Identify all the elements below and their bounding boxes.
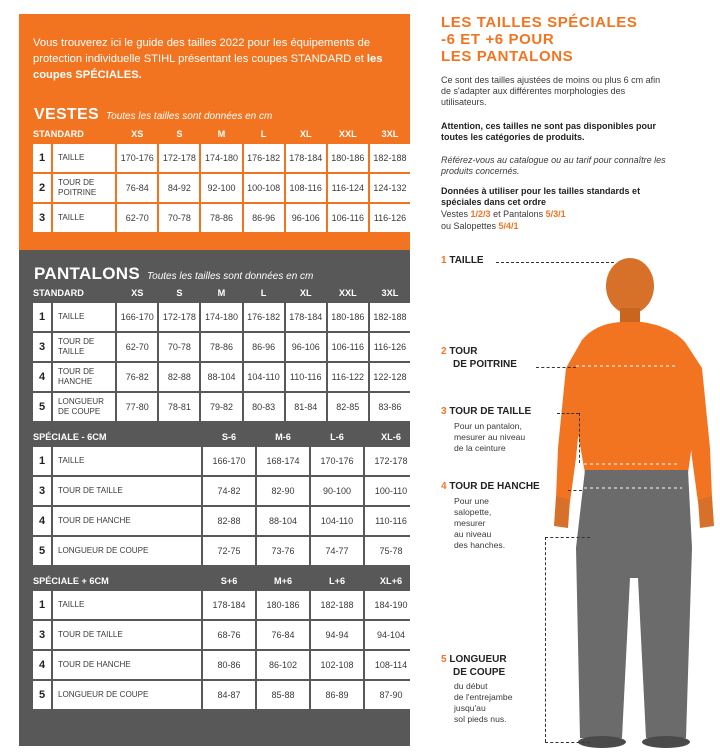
size-header: M bbox=[217, 129, 226, 139]
size-header: S-6 bbox=[221, 432, 237, 442]
size-value-cell: 96-106 bbox=[286, 333, 326, 361]
callout-3-vline bbox=[579, 413, 580, 463]
size-value-cell: 79-82 bbox=[201, 393, 241, 421]
row-label: TOUR DE POITRINE bbox=[53, 174, 115, 202]
size-value-cell: 104-110 bbox=[244, 363, 284, 391]
table-row bbox=[33, 393, 410, 421]
size-value-cell: 68-76 bbox=[203, 621, 255, 649]
callout-5-vline bbox=[545, 537, 546, 742]
size-value-cell: 88-104 bbox=[201, 363, 241, 391]
callout-5-bottom-line bbox=[545, 742, 590, 743]
size-value-cell: 166-170 bbox=[117, 303, 157, 331]
size-value-cell: 62-70 bbox=[117, 204, 157, 232]
size-value-cell: 172-178 bbox=[159, 144, 199, 172]
right-paragraph-3: Référez-vous au catalogue ou au tarif pour connaître les produits concernés. bbox=[441, 155, 666, 176]
size-value-cell: 96-106 bbox=[286, 204, 326, 232]
row-number: 3 bbox=[33, 204, 51, 232]
speciale-plus-table bbox=[31, 571, 419, 711]
callout-3-num: 3 bbox=[441, 406, 447, 417]
size-header: S bbox=[176, 129, 183, 139]
size-value-cell: 78-86 bbox=[201, 204, 241, 232]
right-title-line3: LES PANTALONS bbox=[441, 48, 574, 65]
size-value-cell: 72-75 bbox=[203, 537, 255, 565]
vestes-table bbox=[31, 124, 412, 234]
callout-3 bbox=[441, 405, 531, 418]
right-paragraph-4: Données à utiliser pour les tailles standards et spéciales dans cet ordre bbox=[441, 186, 641, 207]
size-header: 3XL bbox=[381, 288, 399, 298]
man-figure-illustration bbox=[520, 248, 720, 753]
size-value-cell: 182-188 bbox=[370, 144, 410, 172]
size-value-cell: 70-78 bbox=[159, 333, 199, 361]
row-number: 5 bbox=[33, 393, 51, 421]
size-value-cell: 116-126 bbox=[370, 204, 410, 232]
size-value-cell: 178-184 bbox=[203, 591, 255, 619]
size-header: L bbox=[260, 288, 267, 298]
table-row bbox=[33, 363, 410, 391]
row-number: 4 bbox=[33, 651, 51, 679]
right-paragraph-1: Ce sont des tailles ajustées de moins ou plus 6 cm afin de s'adapter aux différentes morphologies des utilisateurs. bbox=[441, 75, 661, 107]
size-value-cell: 81-84 bbox=[286, 393, 326, 421]
callout-5-desc-1: du début bbox=[454, 681, 488, 691]
row-number: 1 bbox=[33, 144, 51, 172]
right-title-line2: -6 ET +6 POUR bbox=[441, 31, 555, 48]
size-value-cell: 108-114 bbox=[365, 651, 417, 679]
callout-4-desc-5: des hanches. bbox=[454, 540, 506, 550]
table-row bbox=[33, 144, 410, 172]
order-vestes-label: Vestes bbox=[441, 209, 471, 219]
size-value-cell: 78-86 bbox=[201, 333, 241, 361]
row-number: 1 bbox=[33, 303, 51, 331]
row-label: TOUR DE HANCHE bbox=[53, 507, 201, 535]
size-header: XL bbox=[299, 129, 312, 139]
size-value-cell: 76-84 bbox=[257, 621, 309, 649]
size-value-cell: 92-100 bbox=[201, 174, 241, 202]
size-value-cell: 76-82 bbox=[117, 363, 157, 391]
size-value-cell: 82-88 bbox=[159, 363, 199, 391]
callout-4-desc bbox=[454, 496, 505, 551]
pantalons-heading: PANTALONS bbox=[34, 264, 140, 283]
size-value-cell: 166-170 bbox=[203, 447, 255, 475]
size-value-cell: 176-182 bbox=[244, 303, 284, 331]
callout-5-top-line bbox=[545, 537, 590, 538]
row-number: 4 bbox=[33, 507, 51, 535]
row-label: LONGUEUR DE COUPE bbox=[53, 393, 115, 421]
size-value-cell: 180-186 bbox=[328, 303, 368, 331]
callout-5-desc-3: jusqu'au bbox=[454, 703, 486, 713]
size-value-cell: 108-116 bbox=[286, 174, 326, 202]
row-number: 1 bbox=[33, 591, 51, 619]
order-pantalons-label: et Pantalons bbox=[490, 209, 546, 219]
size-value-cell: 83-86 bbox=[370, 393, 410, 421]
size-header: XL bbox=[299, 288, 312, 298]
vestes-title bbox=[34, 106, 272, 124]
callout-4-desc-1: Pour une bbox=[454, 496, 489, 506]
row-label: TAILLE bbox=[53, 447, 201, 475]
callout-4 bbox=[441, 480, 540, 493]
size-value-cell: 86-102 bbox=[257, 651, 309, 679]
row-label: TOUR DE HANCHE bbox=[53, 651, 201, 679]
table-row bbox=[33, 591, 417, 619]
callout-2-num: 2 bbox=[441, 346, 447, 357]
callout-5-num: 5 bbox=[441, 654, 447, 665]
callout-5-label-2: DE COUPE bbox=[453, 667, 506, 678]
size-value-cell: 86-89 bbox=[311, 681, 363, 709]
callout-1-line bbox=[496, 262, 614, 263]
order-salopettes-label: ou Salopettes bbox=[441, 221, 499, 231]
size-value-cell: 80-86 bbox=[203, 651, 255, 679]
callout-5 bbox=[441, 653, 507, 679]
size-header: M-6 bbox=[275, 432, 291, 442]
size-value-cell: 94-94 bbox=[311, 621, 363, 649]
size-value-cell: 122-128 bbox=[370, 363, 410, 391]
table-row bbox=[33, 651, 417, 679]
pantalons-table bbox=[31, 283, 412, 423]
callout-4-num: 4 bbox=[441, 481, 447, 492]
size-value-cell: 74-77 bbox=[311, 537, 363, 565]
size-value-cell: 82-90 bbox=[257, 477, 309, 505]
row-label: TOUR DE TAILLE bbox=[53, 621, 201, 649]
size-value-cell: 116-122 bbox=[328, 363, 368, 391]
callout-1-label: TAILLE bbox=[449, 255, 484, 266]
table-row bbox=[33, 621, 417, 649]
row-number: 3 bbox=[33, 477, 51, 505]
order-vestes-value: 1/2/3 bbox=[470, 209, 491, 219]
callout-2-line bbox=[536, 367, 576, 368]
table-row bbox=[33, 174, 410, 202]
size-header: S bbox=[176, 288, 183, 298]
size-value-cell: 76-84 bbox=[117, 174, 157, 202]
table-row bbox=[33, 333, 410, 361]
size-header: S+6 bbox=[220, 576, 238, 586]
size-header: XS bbox=[131, 288, 144, 298]
row-label: TAILLE bbox=[53, 204, 115, 232]
order-salopettes-value: 5/4/1 bbox=[498, 221, 519, 231]
row-number: 4 bbox=[33, 363, 51, 391]
size-value-cell: 174-180 bbox=[201, 144, 241, 172]
size-value-cell: 182-188 bbox=[311, 591, 363, 619]
size-header: L bbox=[260, 129, 267, 139]
size-value-cell: 88-104 bbox=[257, 507, 309, 535]
table-row bbox=[33, 447, 417, 475]
right-order-line bbox=[441, 209, 666, 220]
row-label: TOUR DE TAILLE bbox=[53, 333, 115, 361]
size-value-cell: 100-110 bbox=[365, 477, 417, 505]
callout-2-label-2: DE POITRINE bbox=[453, 359, 517, 370]
figure-right-hand bbox=[698, 496, 714, 528]
size-value-cell: 172-178 bbox=[159, 303, 199, 331]
size-value-cell: 178-184 bbox=[286, 303, 326, 331]
size-value-cell: 78-81 bbox=[159, 393, 199, 421]
speciale-moins-table bbox=[31, 427, 419, 567]
pantalons-title bbox=[34, 264, 313, 284]
size-value-cell: 75-78 bbox=[365, 537, 417, 565]
size-value-cell: 80-83 bbox=[244, 393, 284, 421]
callout-2 bbox=[441, 345, 517, 371]
size-header: M+6 bbox=[273, 576, 293, 586]
vestes-note: Toutes les tailles sont données en cm bbox=[105, 111, 273, 122]
size-header: XXL bbox=[338, 129, 357, 139]
size-value-cell: 116-124 bbox=[328, 174, 368, 202]
size-value-cell: 104-110 bbox=[311, 507, 363, 535]
figure-head bbox=[606, 258, 654, 314]
size-value-cell: 182-188 bbox=[370, 303, 410, 331]
callout-3-desc-2: mesurer au niveau bbox=[454, 432, 526, 442]
size-value-cell: 178-184 bbox=[286, 144, 326, 172]
row-label: TAILLE bbox=[53, 303, 115, 331]
size-header: 3XL bbox=[381, 129, 399, 139]
callout-1-num: 1 bbox=[441, 255, 447, 266]
pantalons-note: Toutes les tailles sont données en cm bbox=[146, 271, 314, 282]
callout-3-desc-3: de la ceinture bbox=[454, 443, 506, 453]
figure-right-sleeve bbox=[685, 342, 712, 502]
size-value-cell: 100-108 bbox=[244, 174, 284, 202]
size-header: XS bbox=[131, 129, 144, 139]
size-value-cell: 124-132 bbox=[370, 174, 410, 202]
size-value-cell: 180-186 bbox=[328, 144, 368, 172]
size-value-cell: 86-96 bbox=[244, 204, 284, 232]
intro-bold: les coupes SPÉCIALES. bbox=[33, 53, 383, 81]
callout-5-label-1: LONGUEUR bbox=[449, 654, 507, 665]
callout-3-line bbox=[557, 413, 579, 414]
callout-4-desc-3: mesurer bbox=[454, 518, 486, 528]
callout-4-label: TOUR DE HANCHE bbox=[449, 481, 540, 492]
intro-line: Vous trouverez ici le guide des tailles 2022 pour les équipements de protection individuelle STIHL présentant les coupes STANDARD et bbox=[33, 37, 371, 65]
size-header: L+6 bbox=[328, 576, 346, 586]
size-header: M bbox=[217, 288, 226, 298]
figure-left-hand bbox=[554, 496, 570, 528]
row-number: 1 bbox=[33, 447, 51, 475]
size-value-cell: 168-174 bbox=[257, 447, 309, 475]
size-value-cell: 106-116 bbox=[328, 204, 368, 232]
figure-pants bbox=[576, 470, 692, 738]
size-header: XL+6 bbox=[379, 576, 403, 586]
table-row bbox=[33, 303, 410, 331]
size-value-cell: 84-92 bbox=[159, 174, 199, 202]
size-value-cell: 86-96 bbox=[244, 333, 284, 361]
table-row bbox=[33, 537, 417, 565]
callout-5-desc-2: de l'entrejambe bbox=[454, 692, 513, 702]
table-row bbox=[33, 507, 417, 535]
table-header-label: STANDARD bbox=[33, 129, 84, 139]
row-number: 5 bbox=[33, 537, 51, 565]
callout-3-desc-1: Pour un pantalon, bbox=[454, 421, 522, 431]
row-label: LONGUEUR DE COUPE bbox=[53, 681, 201, 709]
table-header-label: SPÉCIALE + 6CM bbox=[33, 576, 109, 586]
callout-4-line bbox=[568, 490, 582, 491]
row-label: TAILLE bbox=[53, 144, 115, 172]
size-header: XXL bbox=[338, 288, 357, 298]
size-value-cell: 102-108 bbox=[311, 651, 363, 679]
callout-5-desc-4: sol pieds nus. bbox=[454, 714, 507, 724]
size-value-cell: 62-70 bbox=[117, 333, 157, 361]
size-value-cell: 84-87 bbox=[203, 681, 255, 709]
vestes-heading: VESTES bbox=[34, 106, 99, 123]
size-value-cell: 77-80 bbox=[117, 393, 157, 421]
right-title-line1: LES TAILLES SPÉCIALES bbox=[441, 14, 638, 31]
row-number: 3 bbox=[33, 333, 51, 361]
right-order-line-2 bbox=[441, 221, 666, 232]
row-label: TOUR DE HANCHE bbox=[53, 363, 115, 391]
table-header-label: STANDARD bbox=[33, 288, 84, 298]
row-number: 3 bbox=[33, 621, 51, 649]
callout-5-desc bbox=[454, 681, 513, 725]
size-value-cell: 110-116 bbox=[365, 507, 417, 535]
row-label: TOUR DE TAILLE bbox=[53, 477, 201, 505]
right-paragraph-2: Attention, ces tailles ne sont pas disponibles pour toutes les catégories de produits. bbox=[441, 121, 657, 142]
table-row bbox=[33, 204, 410, 232]
size-value-cell: 70-78 bbox=[159, 204, 199, 232]
table-header-label: SPÉCIALE - 6CM bbox=[33, 432, 107, 442]
table-row bbox=[33, 681, 417, 709]
size-value-cell: 74-82 bbox=[203, 477, 255, 505]
callout-1 bbox=[441, 254, 484, 267]
size-value-cell: 180-186 bbox=[257, 591, 309, 619]
intro-text bbox=[33, 35, 405, 83]
callout-3-desc bbox=[454, 421, 525, 454]
size-value-cell: 82-88 bbox=[203, 507, 255, 535]
size-value-cell: 85-88 bbox=[257, 681, 309, 709]
size-value-cell: 87-90 bbox=[365, 681, 417, 709]
size-value-cell: 110-116 bbox=[286, 363, 326, 391]
callout-4-desc-4: au niveau bbox=[454, 529, 492, 539]
right-title bbox=[441, 14, 711, 65]
size-header: XL-6 bbox=[381, 432, 401, 442]
row-label: TAILLE bbox=[53, 591, 201, 619]
size-header: L-6 bbox=[330, 432, 344, 442]
callout-3-label: TOUR DE TAILLE bbox=[449, 406, 532, 417]
size-value-cell: 184-190 bbox=[365, 591, 417, 619]
size-value-cell: 170-176 bbox=[311, 447, 363, 475]
size-value-cell: 94-104 bbox=[365, 621, 417, 649]
row-number: 5 bbox=[33, 681, 51, 709]
size-value-cell: 82-85 bbox=[328, 393, 368, 421]
size-value-cell: 106-116 bbox=[328, 333, 368, 361]
size-value-cell: 116-126 bbox=[370, 333, 410, 361]
order-pantalons-value: 5/3/1 bbox=[545, 209, 566, 219]
callout-2-label-1: TOUR bbox=[449, 346, 478, 357]
figure-right-shoe bbox=[642, 736, 690, 748]
row-label: LONGUEUR DE COUPE bbox=[53, 537, 201, 565]
size-value-cell: 172-178 bbox=[365, 447, 417, 475]
size-value-cell: 174-180 bbox=[201, 303, 241, 331]
callout-4-desc-2: salopette, bbox=[454, 507, 492, 517]
size-value-cell: 90-100 bbox=[311, 477, 363, 505]
size-value-cell: 73-76 bbox=[257, 537, 309, 565]
size-value-cell: 176-182 bbox=[244, 144, 284, 172]
row-number: 2 bbox=[33, 174, 51, 202]
size-value-cell: 170-176 bbox=[117, 144, 157, 172]
table-row bbox=[33, 477, 417, 505]
figure-shirt bbox=[576, 322, 695, 473]
